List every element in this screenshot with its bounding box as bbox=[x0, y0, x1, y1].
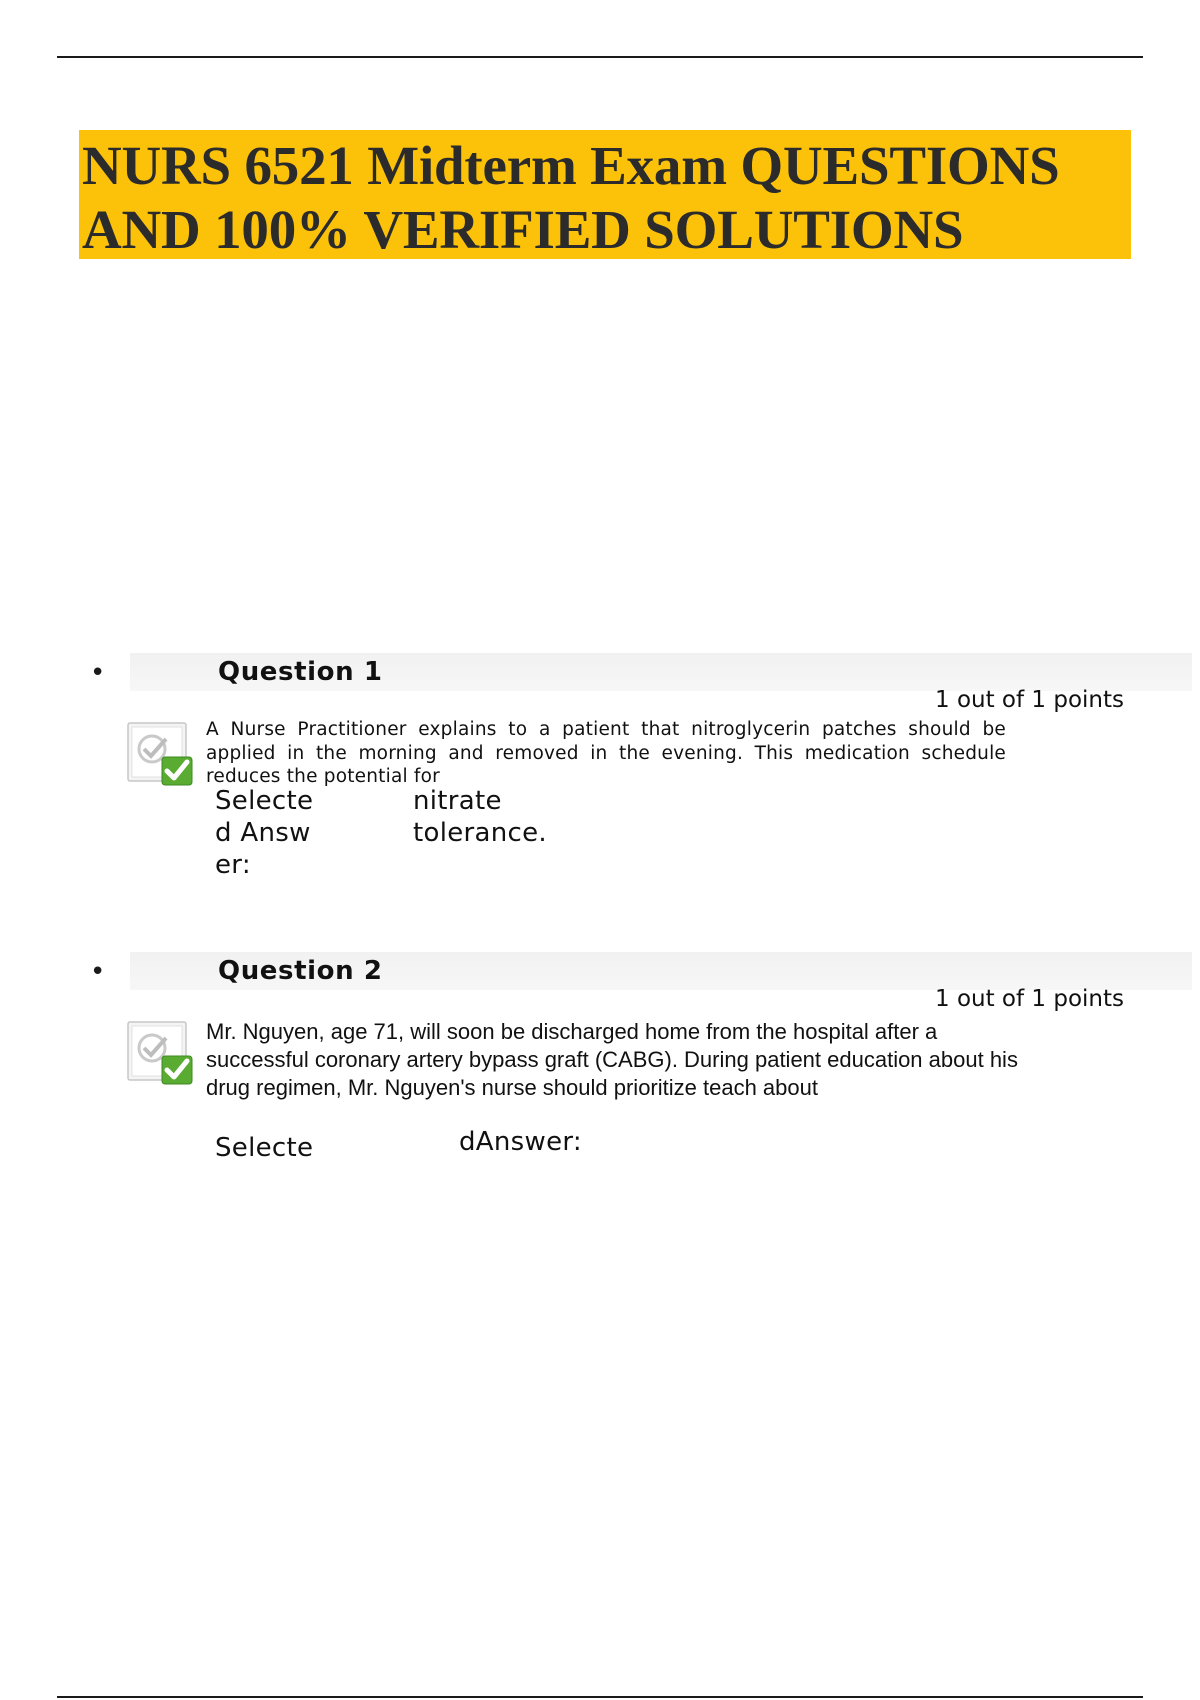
bullet-icon: • bbox=[90, 658, 106, 688]
bottom-rule bbox=[57, 1696, 1143, 1698]
bullet-icon: • bbox=[90, 957, 106, 987]
question-text: Mr. Nguyen, age 71, will soon be discharged home from the hospital after a successful coronary artery bypass graft (CABG). During patient education about his drug regimen, Mr. Nguyen's nurse should prioritize teach about bbox=[206, 1019, 1018, 1100]
selected-answer-label: Selecte bbox=[215, 1133, 314, 1163]
selected-answer-value: nitrate tolerance. bbox=[413, 786, 547, 848]
question-points: 1 out of 1 points bbox=[935, 687, 1124, 713]
selected-answer-value: dAnswer: bbox=[459, 1127, 582, 1157]
question-points: 1 out of 1 points bbox=[935, 986, 1124, 1012]
top-rule bbox=[57, 56, 1143, 58]
correct-check-icon bbox=[126, 1018, 196, 1088]
question-title: Question 1 bbox=[218, 657, 383, 687]
correct-check-icon bbox=[126, 719, 196, 789]
question-title: Question 2 bbox=[218, 956, 383, 986]
question-text: A Nurse Practitioner explains to a patient that nitroglycerin patches should be applied in the morning and removed in the evening. This medication schedule reduces the potential for bbox=[206, 719, 1006, 787]
document-title: NURS 6521 Midterm Exam QUESTIONS AND 100% VERIFIED SOLUTIONS bbox=[79, 130, 1131, 259]
selected-answer-label: Selected Answer: bbox=[215, 786, 314, 880]
